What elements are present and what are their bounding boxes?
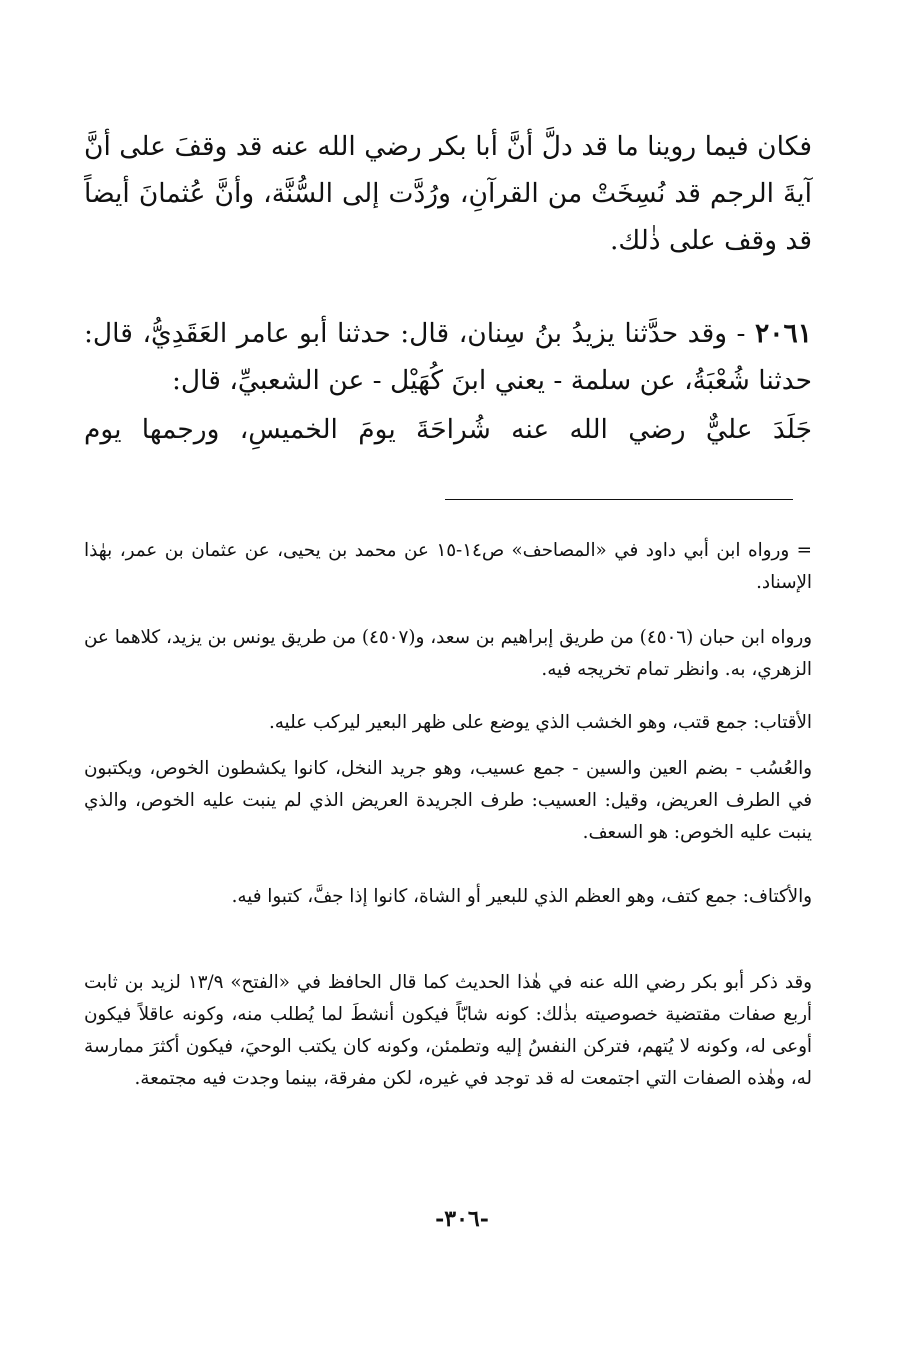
page-number: -٣٠٦- [435, 1206, 489, 1232]
hadith-isnad [84, 310, 812, 404]
footnote-paragraph: والعُسُب - بضم العين والسين - جمع عسيب، وهو جريد النخل، كانوا يكشطون الخوص، ويكتبون في الطرف العريض، وقيل: العسيب: طرف الجريدة العريض الذي لم ينبت عليه الخوص، والذي ينبت عليه الخوص: هو السعف. [84, 758, 812, 843]
footnote-paragraph: = ورواه ابن أبي داود في «المصاحف» ص١٤-١٥ عن محمد بن يحيى، عن عثمان بن عمر، بهٰذا الإسناد. [84, 540, 812, 593]
main-paragraph: فكان فيما روينا ما قد دلَّ أنَّ أبا بكر رضي الله عنه قد وقفَ على أنَّ آيةَ الرجم قد نُسِخَتْ من القرآنِ، ورُدَّت إلى السُّنَّة، وأنَّ عُثمانَ أيضاً قد وقف على ذٰلك. [84, 131, 812, 256]
footnote-paragraph: الأقتاب: جمع قتب، وهو الخشب الذي يوضع على ظهر البعير ليركب عليه. [268, 712, 812, 733]
footnote-paragraph: ورواه ابن حبان (٤٥٠٦) من طريق إبراهيم بن سعد، و(٤٥٠٧) من طريق يونس بن يزيد، كلاهما عن الزهري، به. وانظر تمام تخريجه فيه. [84, 627, 812, 680]
footnote-paragraph: والأكتاف: جمع كتف، وهو العظم الذي للبعير أو الشاة، كانوا إذا جفَّ، كتبوا فيه. [231, 886, 812, 907]
footnote-paragraph: وقد ذكر أبو بكر رضي الله عنه في هٰذا الحديث كما قال الحافظ في «الفتح» ١٣/٩ لزيد بن ثابت أربع صفات مقتضية خصوصيته بذٰلك: كونه شابّاً فيكون أنشطَ لما يُطلب منه، وكونه عاقلاً فيكون أوعى له، وكونه لا يُتهم، فتركن النفسُ إليه وتطمئن، وكونه كان يكتب الوحيَ، فيكون أكثرَ ممارسة له، وهٰذه الصفات التي اجتمعت له قد توجد في غيره، لكن مفرقة، بينما وجدت فيه مجتمعة. [84, 972, 812, 1089]
hadith-number: ٢٠٦١ [755, 318, 812, 349]
hadith-isnad-text: - وقد حدَّثنا يزيدُ بنُ سِنان، قال: حدثنا أبو عامر العَقَدِيُّ، قال: حدثنا شُعْبَةُ، عن سلمة - يعني ابنَ كُهَيْل - عن الشعبيِّ، قال: [84, 318, 812, 396]
footnote-divider [445, 499, 793, 500]
hadith-matn: جَلَدَ عليٌّ رضي الله عنه شُراحَةَ يومَ الخميسِ، ورجمها يوم [84, 414, 812, 445]
